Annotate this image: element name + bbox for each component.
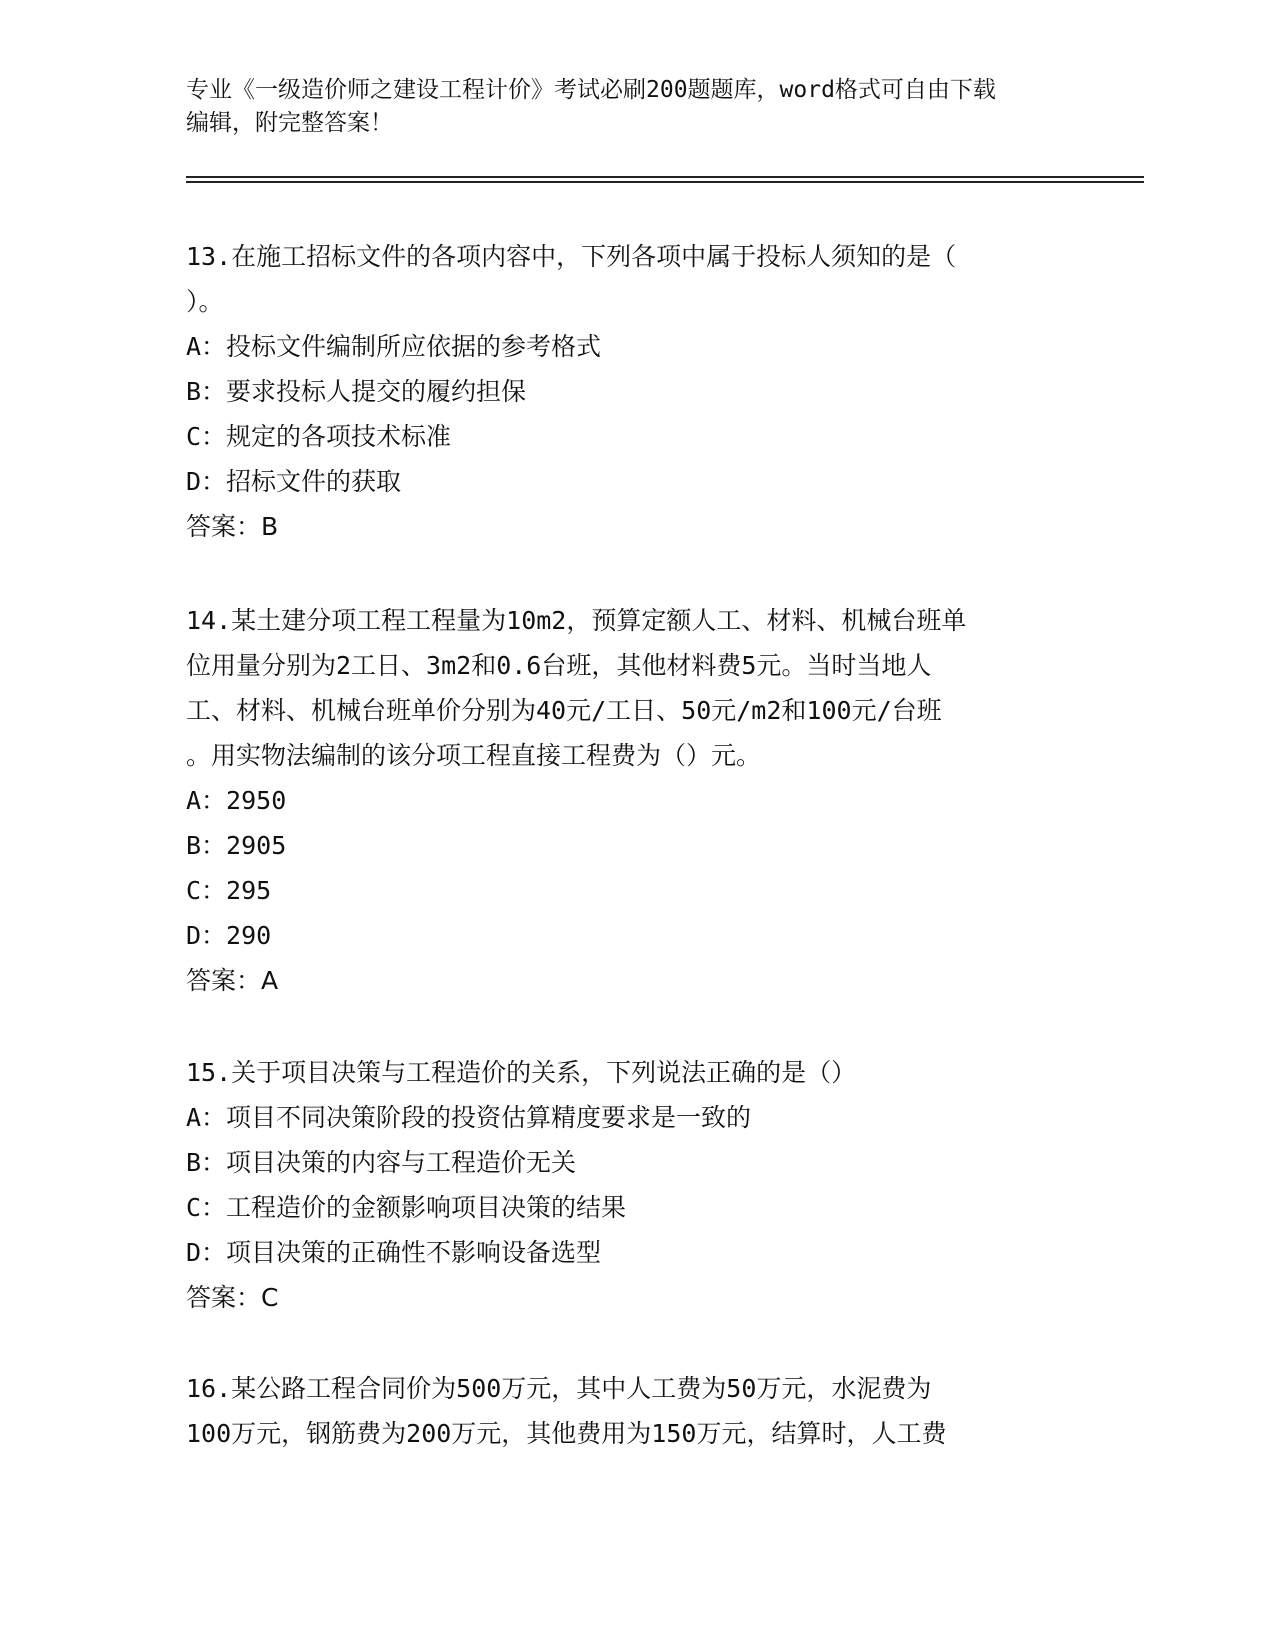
answer: 答案：B [186, 512, 279, 541]
option-b: B：要求投标人提交的履约担保 [186, 377, 527, 406]
header-line-1: 专业《一级造价师之建设工程计价》考试必刷200题题库，word格式可自由下载 [186, 77, 996, 103]
answer: 答案：A [186, 966, 279, 995]
option-d: D：290 [186, 921, 272, 950]
option-d: D：招标文件的获取 [186, 467, 402, 496]
option-b: B：2905 [186, 831, 287, 860]
option-c: C：295 [186, 876, 272, 905]
question-15 [186, 1050, 1106, 1320]
option-b: B：项目决策的内容与工程造价无关 [186, 1148, 577, 1177]
stem-line: 100万元，钢筋费为200万元，其他费用为150万元，结算时，人工费 [186, 1419, 947, 1448]
stem-line: 位用量分别为2工日、3m2和0.6台班，其他材料费5元。当时当地人 [186, 651, 932, 680]
question-stem [186, 234, 1106, 324]
stem-line: 14.某土建分项工程工程量为10m2，预算定额人工、材料、机械台班单 [186, 606, 967, 635]
stem-line: 。用实物法编制的该分项工程直接工程费为（）元。 [186, 741, 762, 770]
stem-line: 15.关于项目决策与工程造价的关系，下列说法正确的是（） [186, 1058, 857, 1087]
option-c: C：规定的各项技术标准 [186, 422, 452, 451]
stem-line: 16.某公路工程合同价为500万元，其中人工费为50万元，水泥费为 [186, 1374, 932, 1403]
header-line-2: 编辑，附完整答案！ [186, 110, 393, 136]
option-a: A：项目不同决策阶段的投资估算精度要求是一致的 [186, 1103, 752, 1132]
option-c: C：工程造价的金额影响项目决策的结果 [186, 1193, 627, 1222]
header-divider-bottom [186, 181, 1144, 183]
question-16 [186, 1366, 1106, 1456]
question-14 [186, 598, 1106, 1003]
option-d: D：项目决策的正确性不影响设备选型 [186, 1238, 602, 1267]
question-13 [186, 234, 1106, 549]
document-header [186, 74, 1096, 140]
question-stem [186, 1366, 1106, 1456]
answer: 答案：C [186, 1283, 279, 1312]
stem-line: 13.在施工招标文件的各项内容中，下列各项中属于投标人须知的是（ [186, 242, 957, 271]
question-stem [186, 1050, 1106, 1095]
option-a: A：投标文件编制所应依据的参考格式 [186, 332, 602, 361]
option-a: A：2950 [186, 786, 287, 815]
header-divider-top [186, 176, 1144, 178]
stem-line: ）。 [186, 287, 224, 316]
question-stem [186, 598, 1106, 778]
stem-line: 工、材料、机械台班单价分别为40元/工日、50元/m2和100元/台班 [186, 696, 942, 725]
